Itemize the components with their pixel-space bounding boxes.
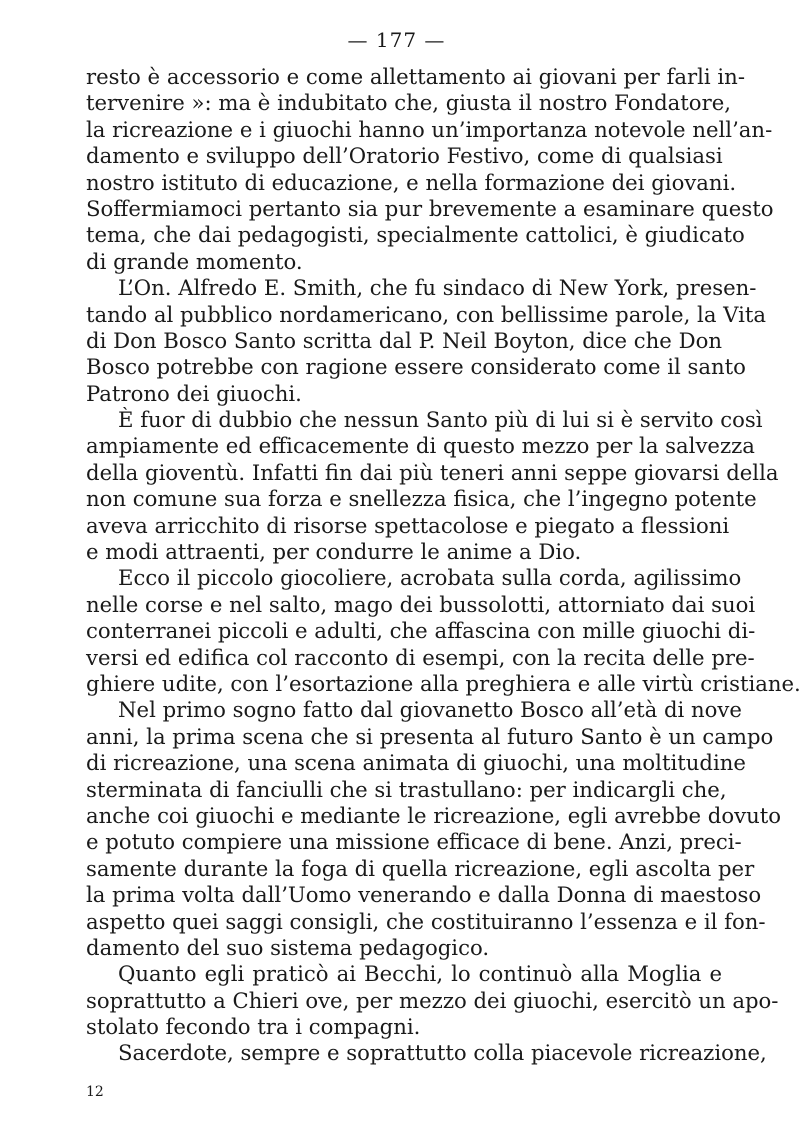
text-line: aveva arricchito di risorse spettacolose e piegato a flessioni	[86, 512, 730, 538]
text-line: samente durante la foga di quella ricreazione, egli ascolta per	[86, 855, 755, 881]
text-line: resto è accessorio e come allettamento ai giovani per farli in-	[86, 64, 745, 89]
text-line: Ecco il piccolo giocoliere, acrobata sulla corda, agilissimo	[118, 565, 742, 591]
text-line: anche coi giuochi e mediante le ricreazione, egli avrebbe dovuto	[86, 802, 781, 828]
text-line: di Don Bosco Santo scritta dal P. Neil Boyton, dice che Don	[86, 327, 722, 353]
text-line: ampiamente ed efficacemente di questo mezzo per la salvezza	[86, 433, 755, 459]
text-line: nelle corse e nel salto, mago dei bussolotti, attorniato dai suoi	[86, 591, 756, 617]
text-line: anni, la prima scena che si presenta al futuro Santo è un campo	[86, 723, 774, 749]
text-line: stolato fecondo tra i compagni.	[86, 1014, 421, 1040]
text-line: L’On. Alfredo E. Smith, che fu sindaco di New York, presen-	[118, 275, 757, 301]
text-line: nostro istituto di educazione, e nella formazione dei giovani.	[86, 169, 737, 195]
text-line: della gioventù. Infatti fin dai più teneri anni seppe giovarsi della	[86, 459, 779, 485]
text-line: Nel primo sogno fatto dal giovanetto Bosco all’età di nove	[118, 697, 742, 723]
text-line: la prima volta dall’Uomo venerando e dalla Donna di maestoso	[86, 882, 762, 908]
text-line: e modi attraenti, per condurre le anime a Dio.	[86, 539, 582, 565]
text-line: sterminata di fanciulli che si trastullano: per indicargli che,	[86, 776, 727, 802]
page-number: — 177 —	[347, 28, 446, 52]
text-line: damento del suo sistema pedagogico.	[86, 934, 490, 960]
text-line: non comune sua forza e snellezza fisica, che l’ingegno potente	[86, 486, 757, 512]
text-line: Bosco potrebbe con ragione essere considerato come il santo	[86, 354, 746, 380]
text-line: tando al pubblico nordamericano, con bellissime parole, la Vita	[86, 301, 767, 327]
text-line: di grande momento.	[86, 248, 303, 274]
text-line: ghiere udite, con l’esortazione alla preghiera e alle virtù cristiane.	[86, 670, 801, 696]
signature-mark: 12	[86, 1084, 104, 1100]
text-line: conterranei piccoli e adulti, che affascina con mille giuochi di-	[86, 618, 756, 644]
text-line: Patrono dei giuochi.	[86, 380, 302, 406]
text-line: tema, che dai pedagogisti, specialmente cattolici, è giudicato	[86, 222, 745, 248]
text-line: aspetto quei saggi consigli, che costituiranno l’essenza e il fon-	[86, 908, 766, 934]
body-text	[86, 64, 801, 1067]
text-line: soprattutto a Chieri ove, per mezzo dei giuochi, esercitò un apo-	[86, 987, 779, 1013]
text-line: Soffermiamoci pertanto sia pur brevemente a esaminare questo	[86, 195, 774, 221]
text-line: versi ed edifica col racconto di esempi, con la recita delle pre-	[86, 644, 755, 670]
text-line: Quanto egli praticò ai Becchi, lo continuò alla Moglia e	[118, 961, 722, 987]
text-line: tervenire »: ma è indubitato che, giusta il nostro Fondatore,	[86, 90, 731, 116]
text-line: damento e sviluppo dell’Oratorio Festivo, come di qualsiasi	[86, 143, 723, 169]
text-line: la ricreazione e i giuochi hanno un’importanza notevole nell’an-	[86, 116, 773, 142]
text-line: e potuto compiere una missione efficace di bene. Anzi, preci-	[86, 829, 742, 855]
text-line: Sacerdote, sempre e soprattutto colla piacevole ricreazione,	[118, 1040, 767, 1066]
text-line: di ricreazione, una scena animata di giuochi, una moltitudine	[86, 750, 746, 776]
text-line: È fuor di dubbio che nessun Santo più di lui si è servito così	[118, 407, 763, 433]
